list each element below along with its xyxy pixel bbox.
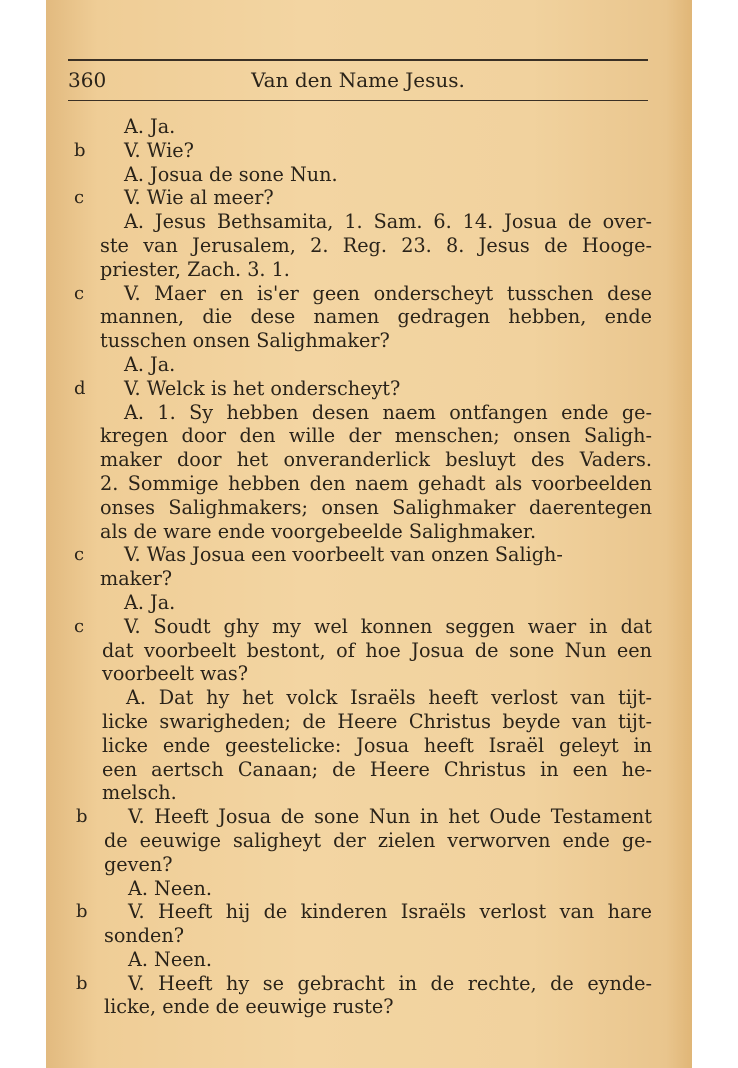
text-line [46,686,692,710]
text-line [46,567,692,591]
text-line [46,186,692,210]
text-line [46,829,692,853]
text-line [46,520,692,544]
page-header [68,64,648,94]
line-text: als de ware ende voorgebeelde Salighmaker. [100,519,537,543]
line-text: maker door het onveranderlick besluyt des Vaders. [100,448,652,472]
margin-letter: b [76,972,88,994]
line-text: V. Welck is het onderscheyt? [124,376,401,400]
text-line [46,924,692,948]
line-text: A. Josua de sone Nun. [124,162,338,186]
line-text: A. Jesus Bethsamita, 1. Sam. 6. 14. Josua de over- [124,210,652,234]
text-line [46,472,692,496]
text-line [46,424,692,448]
text-line [46,258,692,282]
text-line [46,734,692,758]
text-line [46,805,692,829]
line-text: priester, Zach. 3. 1. [100,257,290,281]
line-text: 2. Sommige hebben den naem gehadt als voorbeelden [100,471,652,495]
line-text: sonden? [104,924,185,948]
line-text: V. Maer en is'er geen onderscheyt tusschen dese [124,281,652,305]
margin-letter: d [74,377,86,399]
line-text: A. Neen. [128,947,213,971]
margin-letter: c [74,615,85,637]
line-text: V. Was Josua een voorbeelt van onzen Saligh- [124,543,563,567]
text-line [46,900,692,924]
text-line [46,995,692,1019]
line-text: A. Dat hy het volck Israëls heeft verlost van tijt- [126,686,652,710]
text-line [46,305,692,329]
text-line [46,710,692,734]
text-line [46,234,692,258]
header-rule-bottom [68,100,648,101]
line-text: V. Heeft hy se gebracht in de rechte, de eynde- [128,971,652,995]
line-text: V. Wie al meer? [124,186,274,210]
text-line [46,972,692,996]
line-text: melsch. [102,781,177,805]
line-text: A. Neen. [128,876,213,900]
line-text: A. Ja. [124,590,176,614]
line-text: licke, ende de eeuwige ruste? [104,995,394,1019]
margin-letter: c [74,187,85,209]
line-text: A. Ja. [124,352,176,376]
text-line [46,662,692,686]
text-line [46,948,692,972]
line-text: kregen door den wille der menschen; onsen Saligh- [100,424,652,448]
book-page [46,0,692,1068]
text-line [46,639,692,663]
text-line [46,758,692,782]
line-text: dat voorbeelt bestont, of hoe Josua de sone Nun een [102,638,652,662]
margin-letter: b [74,139,86,161]
text-line [46,877,692,901]
text-line [46,448,692,472]
text-line [46,401,692,425]
line-text: A. Ja. [124,115,176,138]
line-text: V. Wie? [124,138,194,162]
text-line [46,329,692,353]
line-text: voorbeelt was? [102,662,249,686]
line-text: licke swarigheden; de Heere Christus beyde van tijt- [102,709,652,733]
text-line [46,210,692,234]
catechism-text [46,115,692,1019]
line-text: A. 1. Sy hebben desen naem ontfangen ende ge- [124,400,652,424]
header-rule-top [68,59,648,61]
text-line [46,115,692,139]
line-text: mannen, die dese namen gedragen hebben, ende [100,305,652,329]
text-line [46,139,692,163]
line-text: de eeuwige saligheyt der zielen verworven ende ge- [104,828,652,852]
line-text: V. Soudt ghy my wel konnen seggen waer in dat [124,614,652,638]
text-line [46,853,692,877]
line-text: ste van Jerusalem, 2. Reg. 23. 8. Jesus de Hooge- [100,233,652,257]
line-text: onses Salighmakers; onsen Salighmaker daerentegen [100,495,652,519]
text-line [46,496,692,520]
text-line [46,353,692,377]
line-text: licke ende geestelicke: Josua heeft Israël geleyt in [102,733,652,757]
line-text: maker? [100,567,173,591]
line-text: een aertsch Canaan; de Heere Christus in een he- [102,757,652,781]
text-line [46,282,692,306]
margin-letter: c [74,282,85,304]
margin-letter: b [76,901,88,923]
line-text: V. Heeft hij de kinderen Israëls verlost van hare [128,900,652,924]
text-line [46,543,692,567]
line-text: V. Heeft Josua de sone Nun in het Oude Testament [128,805,652,829]
running-title: Van den Name Jesus. [251,68,465,92]
text-line [46,591,692,615]
text-line [46,781,692,805]
margin-letter: b [76,806,88,828]
page-number: 360 [68,68,107,92]
text-line [46,163,692,187]
text-line [46,377,692,401]
margin-letter: c [74,544,85,566]
line-text: geven? [104,852,173,876]
line-text: tusschen onsen Salighmaker? [100,329,390,353]
text-line [46,615,692,639]
